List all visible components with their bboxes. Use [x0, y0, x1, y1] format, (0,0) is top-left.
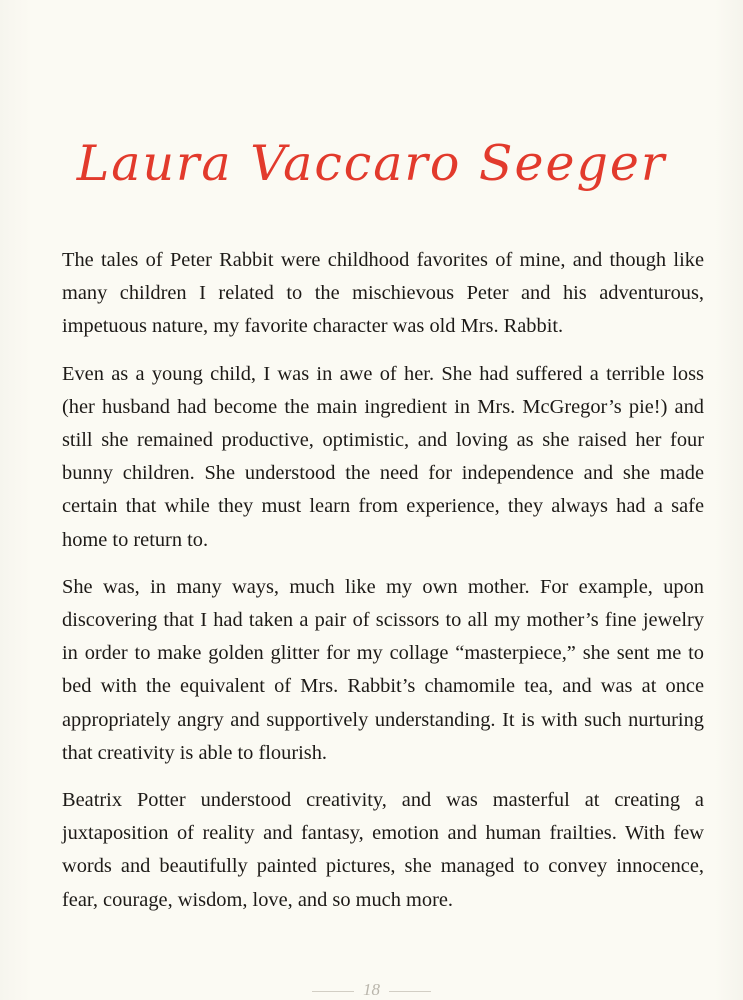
essay-body [62, 244, 704, 931]
paragraph-3: She was, in many ways, much like my own mother. For example, upon discovering that I had taken a pair of scissors to all my mother’s fine jewelry in order to make golden glitter for my collage “masterpiece,” she sent me to bed with the equivalent of Mrs. Rabbit’s chamomile tea, and was at once appropriately angry and supportively understanding. It is with such nurturing that creativity is able to flourish. [62, 575, 704, 764]
folio-rule-right [389, 991, 431, 992]
paragraph-1: The tales of Peter Rabbit were childhood favorites of mine, and though like many children I related to the mischievous Peter and his adventurous, impetuous nature, my favorite character was old Mrs. Rabbit. [62, 249, 704, 338]
page-number: 18 [363, 980, 380, 999]
paragraph-4: Beatrix Potter understood creativity, and was masterful at creating a juxtaposition of reality and fantasy, emotion and human frailties. With few words and beautifully painted pictures, she managed to convey innocence, fear, courage, wisdom, love, and so much more. [62, 789, 704, 911]
folio-rule-left [312, 991, 354, 992]
author-heading: Laura Vaccaro Seeger [76, 135, 667, 192]
page-folio [0, 980, 743, 1000]
paragraph-2: Even as a young child, I was in awe of her. She had suffered a terrible loss (her husband had become the main ingredient in Mrs. McGregor’s pie!) and still she remained productive, optimistic, and loving as she raised her four bunny children. She understood the need for independence and she made certain that while they must learn from experience, they always had a safe home to return to. [62, 362, 704, 551]
